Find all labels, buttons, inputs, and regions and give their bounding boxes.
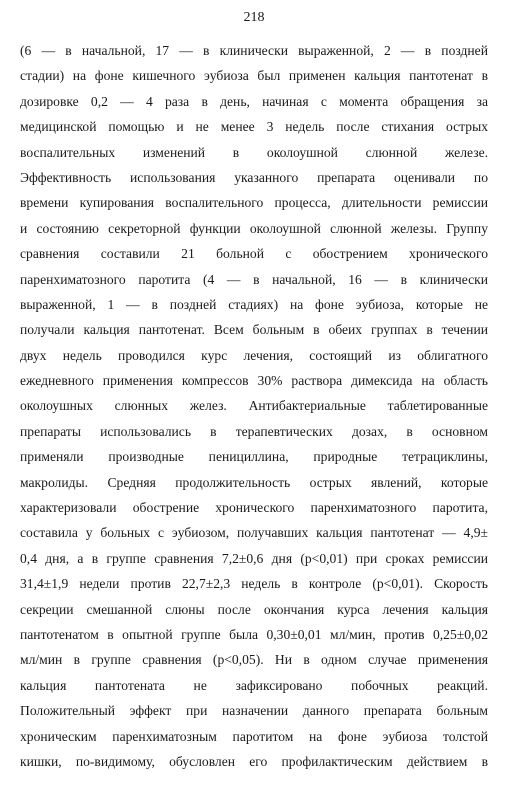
- text-line: применяли производные пенициллина, природные тетрациклины,: [20, 449, 488, 465]
- text-line: макролиды. Средняя продолжительность острых явлений, которые: [20, 474, 488, 490]
- text-line: дозировке 0,2 — 4 раза в день, начиная с момента обращения за: [20, 93, 488, 109]
- text-line: хроническим паренхиматозным паротитом на фоне эубиоза толстой: [20, 728, 488, 744]
- text-line: стадии) на фоне кишечного эубиоза был применен кальция пантотенат в: [20, 68, 488, 84]
- text-line: секреции смешанной слюны после окончания курса лечения кальция: [20, 601, 488, 617]
- text-line: двух недель проводился курс лечения, состоящий из облигатного: [20, 347, 488, 363]
- text-line: околоушных слюнных желез. Антибактериальные таблетированные: [20, 398, 488, 414]
- text-line: препараты использовались в терапевтических дозах, в основном: [20, 423, 488, 439]
- text-line: составила у больных с эубиозом, получавших кальция пантотенат — 4,9±: [20, 525, 488, 541]
- text-line: выраженной, 1 — в поздней стадиях) на фоне эубиоза, которые не: [20, 296, 488, 312]
- text-line: получали кальция пантотенат. Всем больным в обеих группах в течении: [20, 322, 488, 338]
- body-text: [20, 38, 488, 774]
- text-line: воспалительных изменений в околоушной слюнной железе.: [20, 144, 488, 160]
- page-number: 218: [243, 10, 265, 25]
- text-line: Положительный эффект при назначении данного препарата больным: [20, 703, 488, 719]
- text-line: кишки, по-видимому, обусловлен его профилактическим действием в: [20, 753, 488, 769]
- text-line: 0,4 дня, а в группе сравнения 7,2±0,6 дня (p<0,01) при сроках ремиссии: [20, 550, 488, 566]
- text-line: ежедневного применения компрессов 30% раствора димексида на область: [20, 373, 488, 389]
- text-line: Эффективность использования указанного препарата оценивали по: [20, 169, 488, 185]
- text-line: и состоянию секреторной функции околоушной слюнной железы. Группу: [20, 220, 488, 236]
- text-line: кальция пантотената не зафиксировано побочных реакций.: [20, 677, 488, 693]
- text-line: пантотенатом в опытной группе была 0,30±0,01 мл/мин, против 0,25±0,02: [20, 626, 488, 642]
- text-line: 31,4±1,9 недели против 22,7±2,3 недель в контроле (p<0,01). Скорость: [20, 576, 488, 592]
- text-line: времени купирования воспалительного процесса, длительности ремиссии: [20, 195, 488, 211]
- text-line: (6 — в начальной, 17 — в клинически выраженной, 2 — в поздней: [20, 43, 488, 58]
- text-line: характеризовали обострение хронического паренхиматозного паротита,: [20, 500, 488, 516]
- text-line: сравнения составили 21 больной с обострением хронического: [20, 246, 488, 262]
- text-line: паренхиматозного паротита (4 — в начальной, 16 — в клинически: [20, 271, 488, 287]
- text-line: мл/мин в группе сравнения (p<0,05). Ни в одном случае применения: [20, 652, 488, 668]
- text-line: медицинской помощью и не менее 3 недель после стихания острых: [20, 119, 488, 135]
